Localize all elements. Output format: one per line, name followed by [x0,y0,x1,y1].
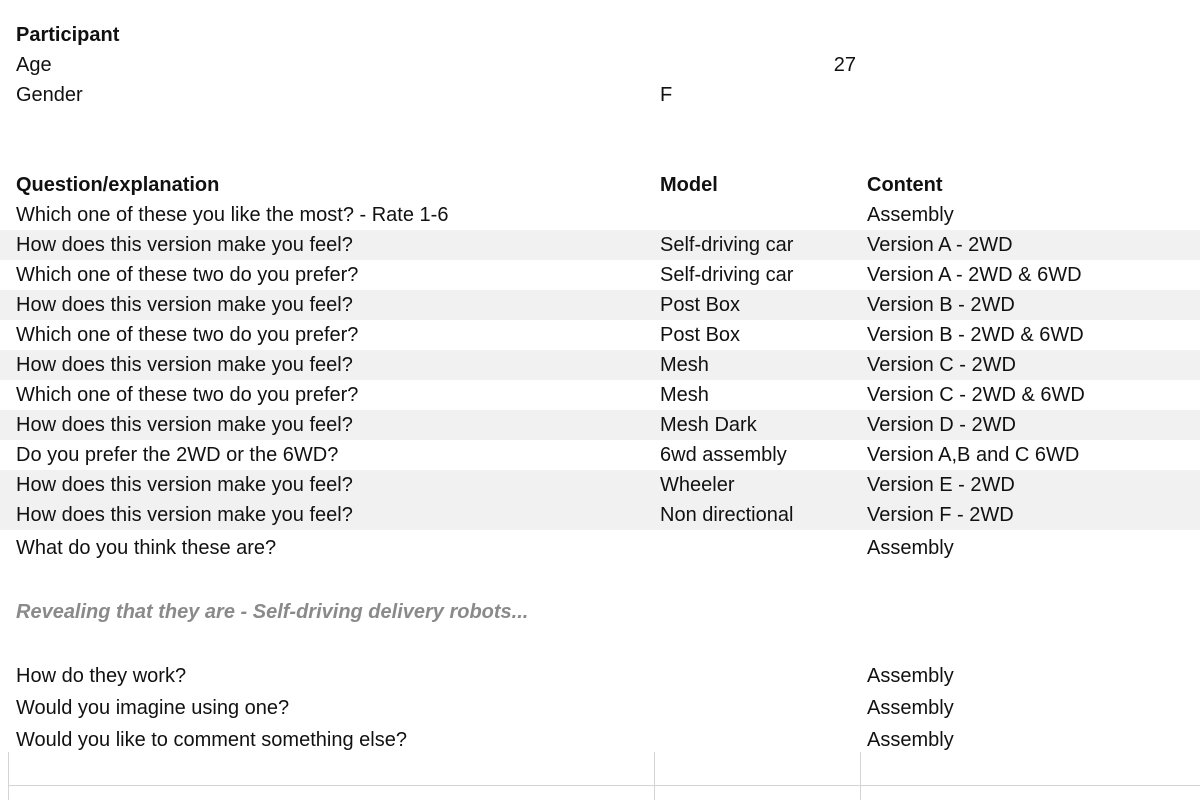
row-question[interactable]: Which one of these you like the most? - Rate 1-6 [16,204,449,226]
followup-content[interactable]: Assembly [867,729,954,751]
followup-question[interactable]: Would you imagine using one? [16,697,290,719]
grid-line-vertical [8,752,9,800]
row-question[interactable]: How does this version make you feel? [16,504,353,526]
followup-content[interactable]: Assembly [867,697,954,719]
age-value[interactable]: 27 [833,54,856,76]
row-model[interactable]: Self-driving car [660,264,794,286]
table-row [0,230,1200,260]
row-question[interactable]: How does this version make you feel? [16,474,353,496]
row-model[interactable]: Self-driving car [660,234,794,256]
row-model[interactable]: Post Box [660,294,741,316]
row-content[interactable]: Version B - 2WD & 6WD [867,324,1084,346]
followup-row [0,693,1200,723]
gender-row [0,80,1200,110]
row-content[interactable]: Version F - 2WD [867,504,1014,526]
row-content[interactable]: Version A - 2WD & 6WD [867,264,1082,286]
row-model[interactable]: Mesh Dark [660,414,757,436]
table-row [0,320,1200,350]
reveal-note[interactable]: Revealing that they are - Self-driving delivery robots... [16,601,529,623]
table-row [0,410,1200,440]
grid-line-vertical [654,752,655,800]
header-question[interactable]: Question/explanation [16,174,220,196]
row-model[interactable]: Post Box [660,324,741,346]
row-model[interactable] [660,533,855,563]
gender-label[interactable]: Gender [16,84,83,106]
row-model[interactable]: Non directional [660,504,794,526]
row-content[interactable]: Version D - 2WD [867,414,1016,436]
row-content[interactable]: Version E - 2WD [867,474,1015,496]
table-row [0,533,1200,563]
row-content[interactable]: Assembly [867,204,954,226]
table-row [0,200,1200,230]
followup-row [0,725,1200,755]
row-question[interactable]: How does this version make you feel? [16,354,353,376]
table-row [0,500,1200,530]
row-question[interactable]: Which one of these two do you prefer? [16,324,359,346]
table-row [0,260,1200,290]
grid-line-horizontal [8,785,1200,786]
table-row [0,440,1200,470]
row-model[interactable]: Mesh [660,384,709,406]
row-question[interactable]: Which one of these two do you prefer? [16,384,359,406]
row-question[interactable]: Do you prefer the 2WD or the 6WD? [16,444,339,466]
gender-value[interactable]: F [660,84,673,106]
row-content[interactable]: Assembly [867,537,954,559]
grid-line-vertical [860,752,861,800]
followup-row [0,661,1200,691]
table-row [0,350,1200,380]
table-row [0,290,1200,320]
followup-question[interactable]: Would you like to comment something else? [16,729,407,751]
table-row [0,470,1200,500]
row-content[interactable]: Version A - 2WD [867,234,1013,256]
row-model[interactable] [660,200,855,230]
table-header-row [0,170,1200,200]
age-row [0,50,1200,80]
row-question[interactable]: How does this version make you feel? [16,294,353,316]
row-model[interactable]: Wheeler [660,474,735,496]
age-label[interactable]: Age [16,54,52,76]
row-question[interactable]: How does this version make you feel? [16,414,353,436]
row-content[interactable]: Version C - 2WD [867,354,1016,376]
row-question[interactable]: How does this version make you feel? [16,234,353,256]
followup-question[interactable]: How do they work? [16,665,187,687]
row-model[interactable]: Mesh [660,354,709,376]
table-row [0,380,1200,410]
participant-heading[interactable]: Participant [16,24,120,46]
row-content[interactable]: Version B - 2WD [867,294,1015,316]
header-model[interactable]: Model [660,174,718,196]
followup-content[interactable]: Assembly [867,665,954,687]
header-content[interactable]: Content [867,174,943,196]
row-model[interactable]: 6wd assembly [660,444,787,466]
participant-heading-row [0,20,1200,50]
row-content[interactable]: Version C - 2WD & 6WD [867,384,1085,406]
row-content[interactable]: Version A,B and C 6WD [867,444,1080,466]
row-question[interactable]: Which one of these two do you prefer? [16,264,359,286]
row-question[interactable]: What do you think these are? [16,537,277,559]
reveal-note-row [0,597,1200,627]
